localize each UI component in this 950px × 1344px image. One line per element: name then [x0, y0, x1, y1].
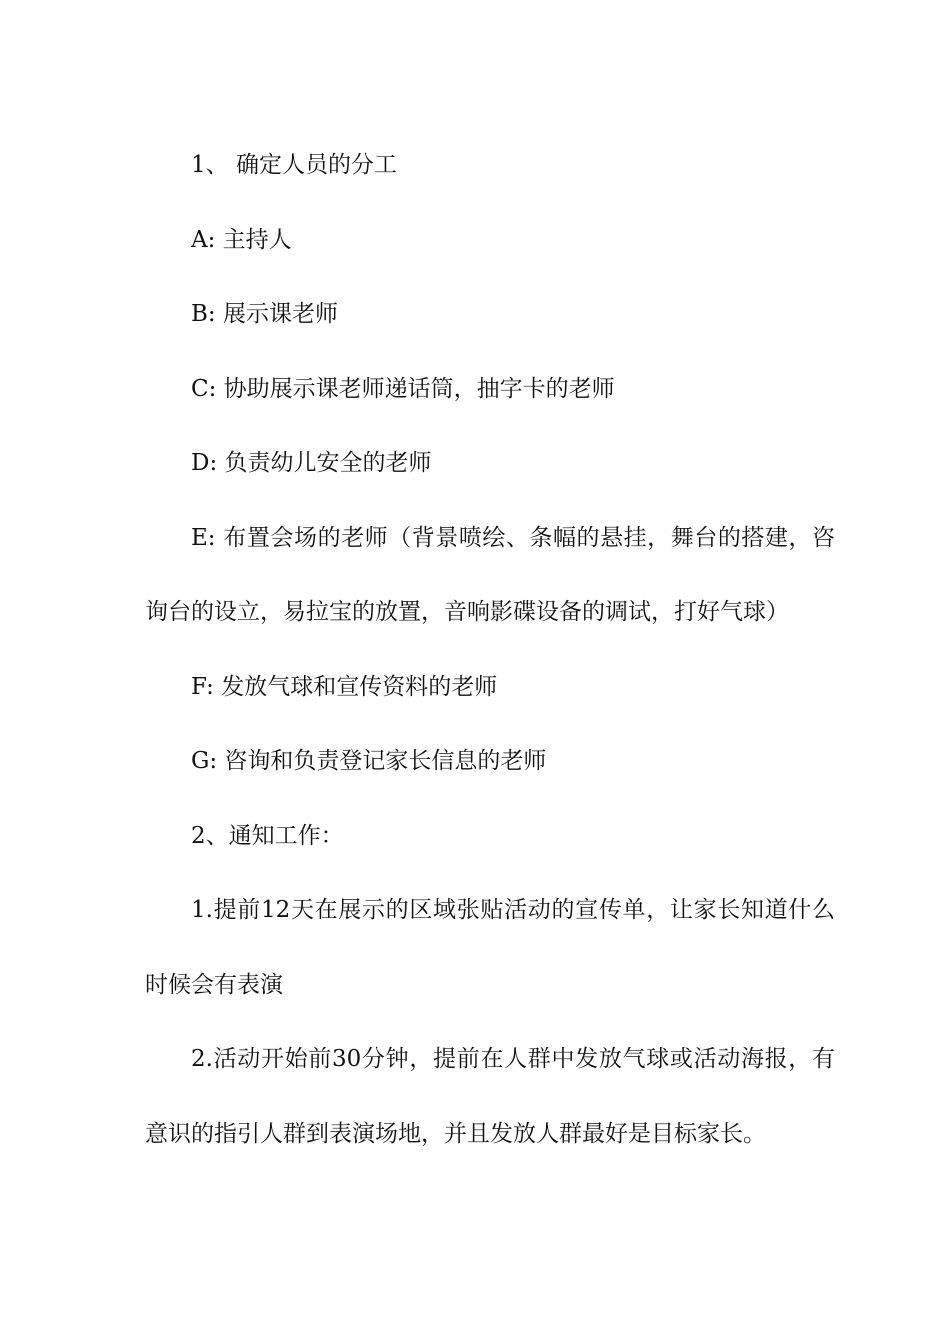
- notification-item-1: 1.提前12天在展示的区域张贴活动的宣传单，让家长知道什么时候会有表演: [145, 897, 835, 998]
- role-item-g: G: 咨询和负责登记家长信息的老师: [191, 748, 547, 774]
- role-item-f: F: 发放气球和宣传资料的老师: [191, 673, 498, 700]
- role-item-d: D: 负责幼儿安全的老师: [191, 450, 432, 476]
- role-item-c: C: 协助展示课老师递话筒，抽字卡的老师: [191, 375, 615, 402]
- section-heading-notification: 2、通知工作：: [191, 822, 344, 849]
- document-body: [145, 128, 835, 1171]
- section-heading-staff-division: 1、 确定人员的分工: [191, 152, 397, 178]
- role-item-e: E: 布置会场的老师（背景喷绘、条幅的悬挂，舞台的搭建，咨询台的设立，易拉宝的放置，音响影碟设备的调试，打好气球）: [145, 524, 835, 625]
- role-item-b: B: 展示课老师: [191, 301, 338, 327]
- role-item-a: A: 主持人: [191, 226, 292, 253]
- notification-item-2: 2.活动开始前30分钟，提前在人群中发放气球或活动海报，有意识的指引人群到表演场地，并且发放人群最好是目标家长。: [145, 1046, 835, 1147]
